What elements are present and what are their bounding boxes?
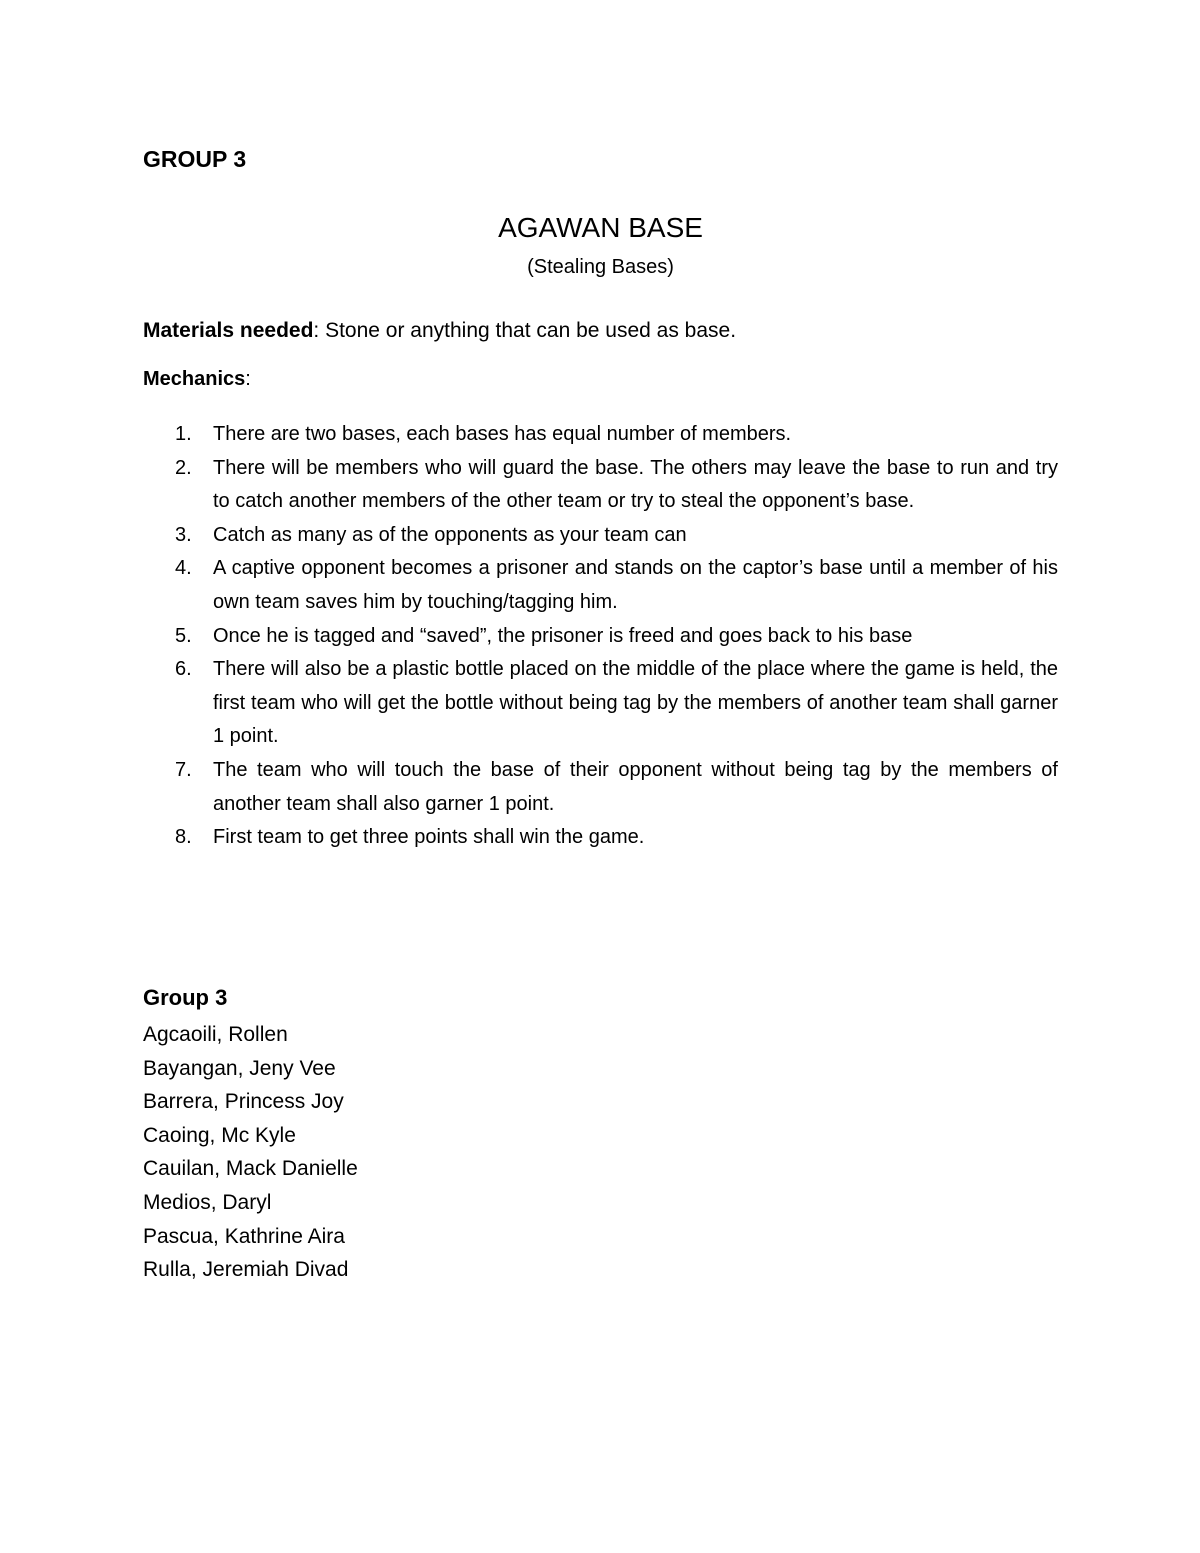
member-name: Caoing, Mc Kyle — [143, 1123, 296, 1147]
document-page — [143, 0, 1058, 1553]
mechanics-item — [143, 519, 1058, 553]
item-text: There are two bases, each bases has equal number of members. — [213, 423, 792, 445]
mechanics-label: Mechanics — [143, 368, 246, 390]
members-heading: Group 3 — [143, 985, 228, 1010]
item-number: 4. — [175, 557, 192, 580]
item-text: Once he is tagged and “saved”, the prisoner is freed and goes back to his base — [213, 624, 913, 647]
mechanics-item — [143, 821, 1058, 855]
document-title: AGAWAN BASE — [498, 212, 703, 243]
item-text: A captive opponent becomes a prisoner and stands on the captor’s base until a member of his own team saves him by touching/tagging him. — [213, 557, 1058, 613]
item-number: 2. — [175, 456, 192, 479]
mechanics-item — [143, 653, 1058, 754]
item-text: Catch as many as of the opponents as your team can — [213, 523, 687, 546]
mechanics-item — [143, 418, 1058, 452]
mechanics-item — [143, 452, 1058, 519]
member-name: Cauilan, Mack Danielle — [143, 1157, 358, 1181]
item-number: 5. — [175, 624, 192, 647]
members-list — [143, 1018, 358, 1287]
member-name: Bayangan, Jeny Vee — [143, 1056, 336, 1080]
item-text: There will be members who will guard the base. The others may leave the base to run and try to catch another members of the other team or try to steal the opponent’s base. — [213, 456, 1058, 513]
item-number: 6. — [175, 658, 192, 681]
materials-text: : Stone or anything that can be used as base. — [313, 319, 737, 342]
member-name: Agcaoili, Rollen — [143, 1023, 288, 1046]
mechanics-item — [143, 620, 1058, 654]
item-text: The team who will touch the base of their opponent without being tag by the members of another team shall also garner 1 point. — [213, 758, 1058, 815]
item-number: 8. — [175, 826, 192, 849]
member-name: Barrera, Princess Joy — [143, 1090, 344, 1114]
item-number: 3. — [175, 523, 192, 546]
item-text: First team to get three points shall win the game. — [213, 826, 645, 849]
member-name: Pascua, Kathrine Aira — [143, 1224, 345, 1248]
member-name: Rulla, Jeremiah Divad — [143, 1258, 349, 1282]
mechanics-heading — [143, 368, 251, 391]
item-text: There will also be a plastic bottle placed on the middle of the place where the game is held, the first team who will get the bottle without being tag by the members of another team shall garner 1 point. — [213, 658, 1058, 748]
item-number: 1. — [175, 423, 192, 445]
mechanics-item — [143, 552, 1058, 619]
item-number: 7. — [175, 758, 192, 781]
mechanics-colon: : — [245, 368, 251, 390]
member-name: Medios, Daryl — [143, 1190, 272, 1214]
materials-line — [143, 319, 736, 343]
group-heading: GROUP 3 — [143, 146, 247, 172]
document-subtitle: (Stealing Bases) — [527, 256, 674, 278]
mechanics-list — [143, 418, 1058, 855]
mechanics-item — [143, 754, 1058, 821]
materials-label: Materials needed — [143, 319, 314, 342]
